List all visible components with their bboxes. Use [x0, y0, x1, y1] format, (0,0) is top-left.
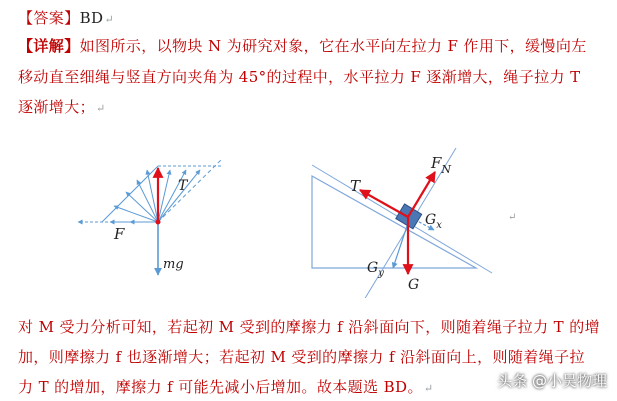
conclusion-line-1 — [18, 317, 600, 337]
label-Gx-sub: x — [436, 220, 442, 231]
label-T-right: T — [350, 177, 361, 195]
detail-line-2 — [18, 67, 580, 87]
label-Gy-main: G — [367, 260, 379, 276]
conclusion-text-3: 力 T 的增加，摩擦力 f 可能先减小后增加。故本题选 BD。 — [18, 378, 423, 396]
label-mg: mg — [163, 257, 184, 272]
tension-arrow-T — [360, 190, 408, 217]
label-Gx-main: G — [425, 212, 437, 228]
label-FN-main: F — [431, 154, 442, 172]
detail-line-1 — [18, 36, 587, 56]
detail-text-3: 逐渐增大； — [18, 98, 96, 116]
incline-triangle — [312, 176, 476, 268]
conclusion-line-3 — [18, 377, 433, 399]
conclusion-text-2: 加，则摩擦力 f 也逐渐增大；若起初 M 受到的摩擦力 f 沿斜面向上，则随着绳子拉 — [18, 348, 585, 366]
left-force-diagram — [78, 159, 222, 275]
detail-label: 【详解】 — [18, 37, 80, 55]
paragraph-mark: ↵ — [104, 13, 115, 26]
object-point — [156, 220, 161, 225]
paragraph-mark: ↵ — [423, 382, 434, 395]
tension-arrow — [126, 192, 158, 222]
answer-label: 【答案】 — [18, 9, 80, 27]
answer-line — [18, 8, 114, 30]
label-Gy-sub: y — [378, 268, 384, 279]
detail-text-1: 如图所示，以物块 N 为研究对象，它在水平向左拉力 F 作用下，缓慢向左 — [79, 37, 587, 55]
label-T-left: T — [178, 178, 188, 194]
right-incline-diagram — [312, 148, 492, 298]
label-Gy — [367, 260, 384, 279]
watermark: 头条 @小吴物理 — [497, 372, 607, 390]
right-dashed-diagonal — [158, 159, 222, 222]
label-Gx — [425, 212, 442, 231]
paragraph-mark: ↵ — [508, 212, 517, 223]
label-G: G — [408, 277, 420, 293]
force-diagrams — [0, 128, 617, 298]
label-FN-sub: N — [441, 163, 452, 176]
detail-line-3 — [18, 97, 106, 119]
label-FN — [430, 154, 451, 176]
detail-text-2: 移动直至细绳与竖直方向夹角为 45°的过程中，水平拉力 F 逐渐增大，绳子拉力 T — [18, 68, 581, 86]
answer-value: BD — [79, 9, 104, 27]
conclusion-text-1: 对 M 受力分析可知，若起初 M 受到的摩擦力 f 沿斜面向下，则随着绳子拉力 T 的增 — [18, 318, 601, 336]
label-F-left: F — [114, 225, 125, 243]
tension-arrow — [147, 170, 158, 222]
conclusion-line-2 — [18, 347, 585, 367]
paragraph-mark: ↵ — [96, 102, 106, 115]
normal-force-arrow — [408, 172, 435, 217]
